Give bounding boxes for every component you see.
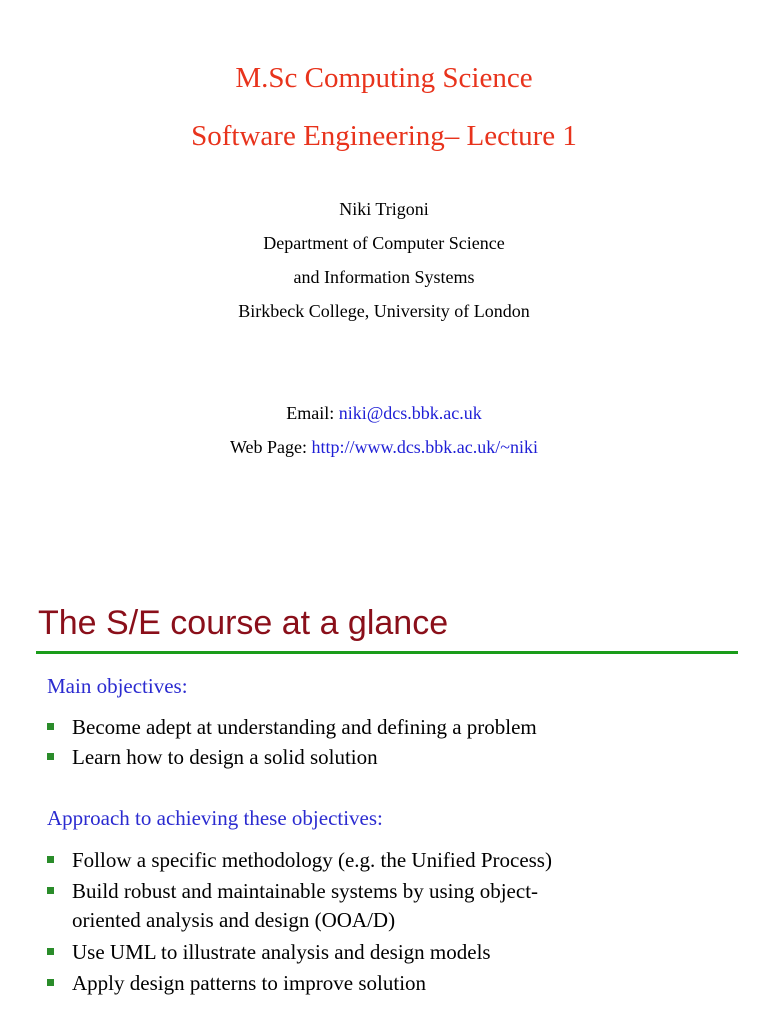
slide2-title: The S/E course at a glance (38, 604, 449, 642)
lecture-title-line2: Software Engineering– Lecture 1 (191, 120, 577, 152)
email-row (0, 396, 768, 430)
web-page-link[interactable]: http://www.dcs.bbk.ac.uk/~niki (311, 437, 539, 457)
list-item-text: Apply design patterns to improve solution (72, 971, 427, 995)
list-item-text: Become adept at understanding and defining a problem (72, 715, 537, 739)
web-page-label: Web Page: (229, 437, 312, 457)
bullet-square-icon (47, 887, 54, 894)
approach-heading: Approach to achieving these objectives: (47, 806, 383, 830)
title-divider (36, 651, 738, 654)
email-label: Email: (286, 403, 339, 423)
main-objectives-heading: Main objectives: (47, 674, 188, 698)
bullet-square-icon (47, 948, 54, 955)
institution: Birkbeck College, University of London (238, 301, 530, 321)
department-line2: and Information Systems (293, 267, 475, 287)
bullet-square-icon (47, 979, 54, 986)
department-line1: Department of Computer Science (263, 233, 505, 253)
lecture-title-line1: M.Sc Computing Science (235, 62, 533, 94)
bullet-square-icon (47, 856, 54, 863)
bullet-square-icon (47, 723, 54, 730)
email-link[interactable]: niki@dcs.bbk.ac.uk (338, 403, 482, 423)
web-page-row (0, 430, 768, 464)
list-item-text: Learn how to design a solid solution (72, 745, 378, 769)
bullet-square-icon (47, 753, 54, 760)
author-name: Niki Trigoni (339, 199, 429, 219)
list-item-text: Use UML to illustrate analysis and design models (72, 940, 491, 964)
list-item-text: oriented analysis and design (OOA/D) (72, 908, 396, 932)
list-item-text: Build robust and maintainable systems by using object- (72, 879, 539, 903)
list-item-text: Follow a specific methodology (e.g. the Unified Process) (72, 848, 552, 872)
